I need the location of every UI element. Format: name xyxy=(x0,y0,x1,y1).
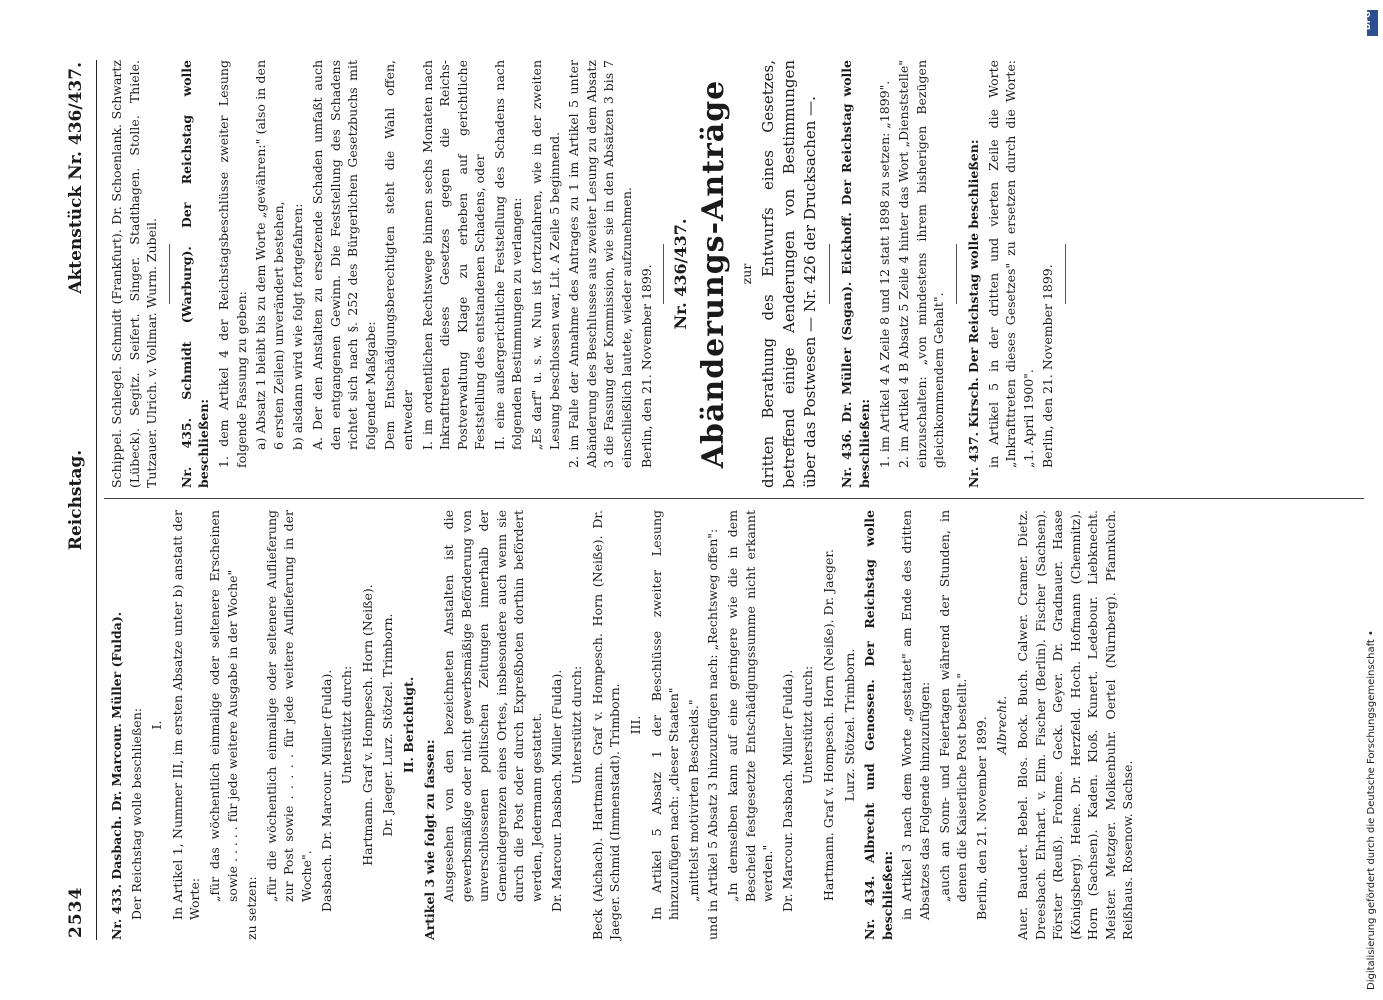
motion-437-heading: Nr. 437. Kirsch. Der Reichstag wolle beschließen: xyxy=(965,139,981,488)
supporters: Dr. Jaeger. Lurz. Stötzel. Trimborn. xyxy=(380,613,396,837)
motion-433-heading: Nr. 433. Dasbach. Dr. Marcour. Müller (Fulda). xyxy=(109,611,124,940)
date-line: Berlin, den 21. November 1899. xyxy=(638,264,654,468)
motion-434-heading: Nr. 434. Albrecht und Genossen. Der Reichstag wolle beschließen: xyxy=(862,510,895,940)
separator-rule xyxy=(829,244,830,304)
signatures: Dr. Marcour. Dasbach. Müller (Fulda). xyxy=(779,669,795,912)
separator-rule xyxy=(169,244,170,304)
left-column xyxy=(108,510,1139,940)
co-signers-continued: Schippel. Schlegel. Schmidt (Frankfurt). Dr. Schoenlank. Schwartz (Lübeck). Segitz. Seifert. Singer. Stadthagen. Stolle. Thiele. Tutzauer. Ulrich. v. Vollmar. Wurm. Zubeil. xyxy=(109,60,160,488)
section-roman-2: II. Berichtigt. xyxy=(400,676,416,774)
motion-433-intro: Der Reichstag wolle beschließen: xyxy=(128,708,144,920)
paragraph: in Artikel 3 nach dem Worte „gestattet" am Ende des dritten Absatzes das Folgende hinzuzufügen: xyxy=(899,510,932,920)
motion-436-heading: Nr. 436. Dr. Müller (Sagan). Eickhoff. Der Reichstag wolle beschließen: xyxy=(839,60,872,488)
rotated-document-page xyxy=(60,60,1370,940)
separator-rule xyxy=(1065,244,1066,304)
supporters: Beck (Aichach). Hartmann. Graf v. Hompesch. Horn (Neiße). Dr. Jaeger. Schmid (Immenstadt). Trimborn. xyxy=(589,510,623,940)
section-roman-1: I. xyxy=(149,720,165,730)
paragraph: und in Artikel 5 Absatz 3 hinzuzufügen nach: „Rechtsweg offen": xyxy=(705,528,721,940)
list-item: a) Absatz 1 bleibt bis zu dem Worte „gewähren:" (also in den 6 ersten Zeilen) unverändert bestehen, xyxy=(253,60,286,450)
quote: „für das wöchentlich einmalige oder seltenere Erscheinen sowie . . . . . für jede weitere Ausgabe in der Woche" xyxy=(206,510,240,902)
supported-by-label: Unterstützt durch: xyxy=(569,665,585,785)
page-header xyxy=(60,60,97,940)
title-connector: zur xyxy=(738,263,754,285)
separator-rule xyxy=(663,244,664,304)
quote: „In demselben kann auf eine geringere wie die in dem Bescheid festgesetzte Entschädigungssumme nicht erkannt werden." xyxy=(725,510,776,902)
separator-rule xyxy=(956,244,957,304)
list-item: A. Der den Anstalten zu ersetzende Schaden umfaßt auch den entgangenen Gewinn. Die Feststellung des Schadens richtet sich nach §. 252 des Bürgerlichen Gesetzbuchs mit folgender Maßgabe: xyxy=(309,60,378,450)
signatures: Dasbach. Dr. Marcour. Müller (Fulda). xyxy=(318,669,334,912)
motion-435-heading: Nr. 435. Schmidt (Warburg). Der Reichstag wolle beschließen: xyxy=(178,60,212,488)
supporters: Hartmann. Graf v. Hompesch. Horn (Neiße). Dr. Jaeger. xyxy=(820,549,836,901)
title-description: dritten Berathung des Entwurfs eines Gesetzes, betreffend einige Aenderungen von Bestimmungen über das Postwesen — Nr. 426 der Drucksachen —. xyxy=(759,60,820,488)
quote: „Es darf" u. s. w. Nun ist fortzufahren, wie in der zweiten Lesung beschlossen war, Lit. A Zeile 5 beginnend. xyxy=(529,60,562,450)
signatures: Albrecht. xyxy=(994,695,1010,755)
supported-by-label: Unterstützt durch: xyxy=(339,665,355,785)
header-document-ref: Aktenstück Nr. 436/437. xyxy=(66,62,86,294)
list-item: 2. im Artikel 4 B Absatz 5 Zeile 4 hinter das Wort „Dienststelle" einzuschalten: „von mindestens ihrem bisherigen Bezügen gleichkommendem Gehalt". xyxy=(896,60,947,468)
main-title: Abänderungs-Anträge xyxy=(695,79,731,469)
date-line: Berlin, den 21. November 1899. xyxy=(973,716,989,920)
paragraph: In Artikel 1, Nummer III, im ersten Absatze unter b) anstatt der Worte: xyxy=(169,510,203,920)
section-roman-3: III. xyxy=(628,715,644,735)
quote: Ausgesehen von den bezeichneten Anstalten ist die gewerbsmäßige oder nicht gewerbsmäßige Beförderung von unverschlossenen politischen Zeitungen innerhalb der Gemeindegrenzen eines Ortes, insbesondere auch wenn sie durch die Post oder durch Expreßboten dorthin befördert werden, Jedermann gestattet. xyxy=(441,510,545,902)
supporters: Lurz. Stötzel. Trimborn. xyxy=(841,648,857,802)
date-line: Berlin, den 21. November 1899. xyxy=(1040,264,1056,468)
list-item: I. im ordentlichen Rechtswege binnen sechs Monaten nach Inkrafttreten dieses Gesetzes gegen die Reichs-Postverwaltung Klage zu erheben auf gerichtliche Feststellung des entstandenen Schadens, oder xyxy=(419,60,488,450)
right-column xyxy=(108,60,1074,488)
list-item: b) alsdann wird wie folgt fortgefahren: xyxy=(290,203,306,450)
page-number: 2534 xyxy=(66,886,86,938)
column-divider xyxy=(104,498,1364,499)
quote: „auch an Sonn- und Feiertagen während der Stunden, in denen die Kaiserliche Post bestellt." xyxy=(936,510,970,902)
digitization-note xyxy=(1365,10,1379,990)
quote: „mittelst motivirten Bescheids." xyxy=(685,699,701,902)
paragraph: Artikel 3 wie folgt zu fassen: xyxy=(421,739,437,940)
co-signers: Auer. Baudert. Bebel. Blos. Bock. Buch. Calwer. Cramer. Dietz. Dreesbach. Ehrhart. v. Elm. Fischer (Berlin). Fischer (Sachsen). Förster (Reuß). Frohme. Geck. Geyer. Dr. Gradnauer. Haase (Königsberg). Heine. Dr. Herzfeld. Hoch. Hofmann (Chemnitz). Horn (Sachsen). Kaden. Kloß. Kunert. Ledebour. Liebknecht. Meister. Metzger. Molkenbuhr. Oertel (Nürnberg). Pfannkuch. Reißhaus. Rosenow. Sachse. xyxy=(1014,510,1136,940)
paragraph: in Artikel 5 in der dritten und vierten Zeile die Worte „Inkrafttreten dieses Gesetzes" zu ersetzen durch die Worte: „1. April 1900". xyxy=(985,60,1036,468)
dfg-logo: DFG xyxy=(1367,10,1378,36)
supported-by-label: Unterstützt durch: xyxy=(800,665,816,785)
list-item: 1. dem Artikel 4 der Reichstagsbeschlüsse zweiter Lesung folgende Fassung zu geben: xyxy=(215,60,249,468)
signatures: Dr. Marcour. Dasbach. Müller (Fulda). xyxy=(548,669,564,912)
digitization-note-text: Digitalisierung gefördert durch die Deutsche Forschungsgemeinschaft • xyxy=(1366,630,1377,990)
paragraph: zu setzen: xyxy=(244,876,260,940)
list-item: II. eine außergerichtliche Feststellung des Schadens nach folgenden Bestimmungen zu verlangen: xyxy=(491,60,525,450)
quote: „für die wöchentlich einmalige oder seltenere Auflieferung zur Post sowie . . . . . für jede weitere Auflieferung in der Woche". xyxy=(263,510,314,902)
header-title: Reichstag. xyxy=(66,449,86,551)
paragraph: Dem Entschädigungsberechtigten steht die Wahl offen, entweder xyxy=(382,60,415,450)
list-item: 1. im Artikel 4 A Zeile 8 und 12 statt 1898 zu setzen: „1899". xyxy=(876,80,892,468)
document-number-title: Nr. 436/437. xyxy=(671,218,691,330)
supporters: Hartmann. Graf v. Hompesch. Horn (Neiße). xyxy=(359,584,375,866)
list-item: 2. im Falle der Annahme des Antrages zu 1 im Artikel 5 unter Abänderung des Beschlusses aus zweiter Lesung zu dem Absatz 3 die Fassung der Kommission, wie sie in den Absätzen 3 bis 7 einschließlich lautete, wieder aufzunehmen. xyxy=(566,60,635,468)
paragraph: In Artikel 5 Absatz 1 der Beschlüsse zweiter Lesung hinzuzufügen nach: „dieser Staaten" xyxy=(648,510,682,920)
